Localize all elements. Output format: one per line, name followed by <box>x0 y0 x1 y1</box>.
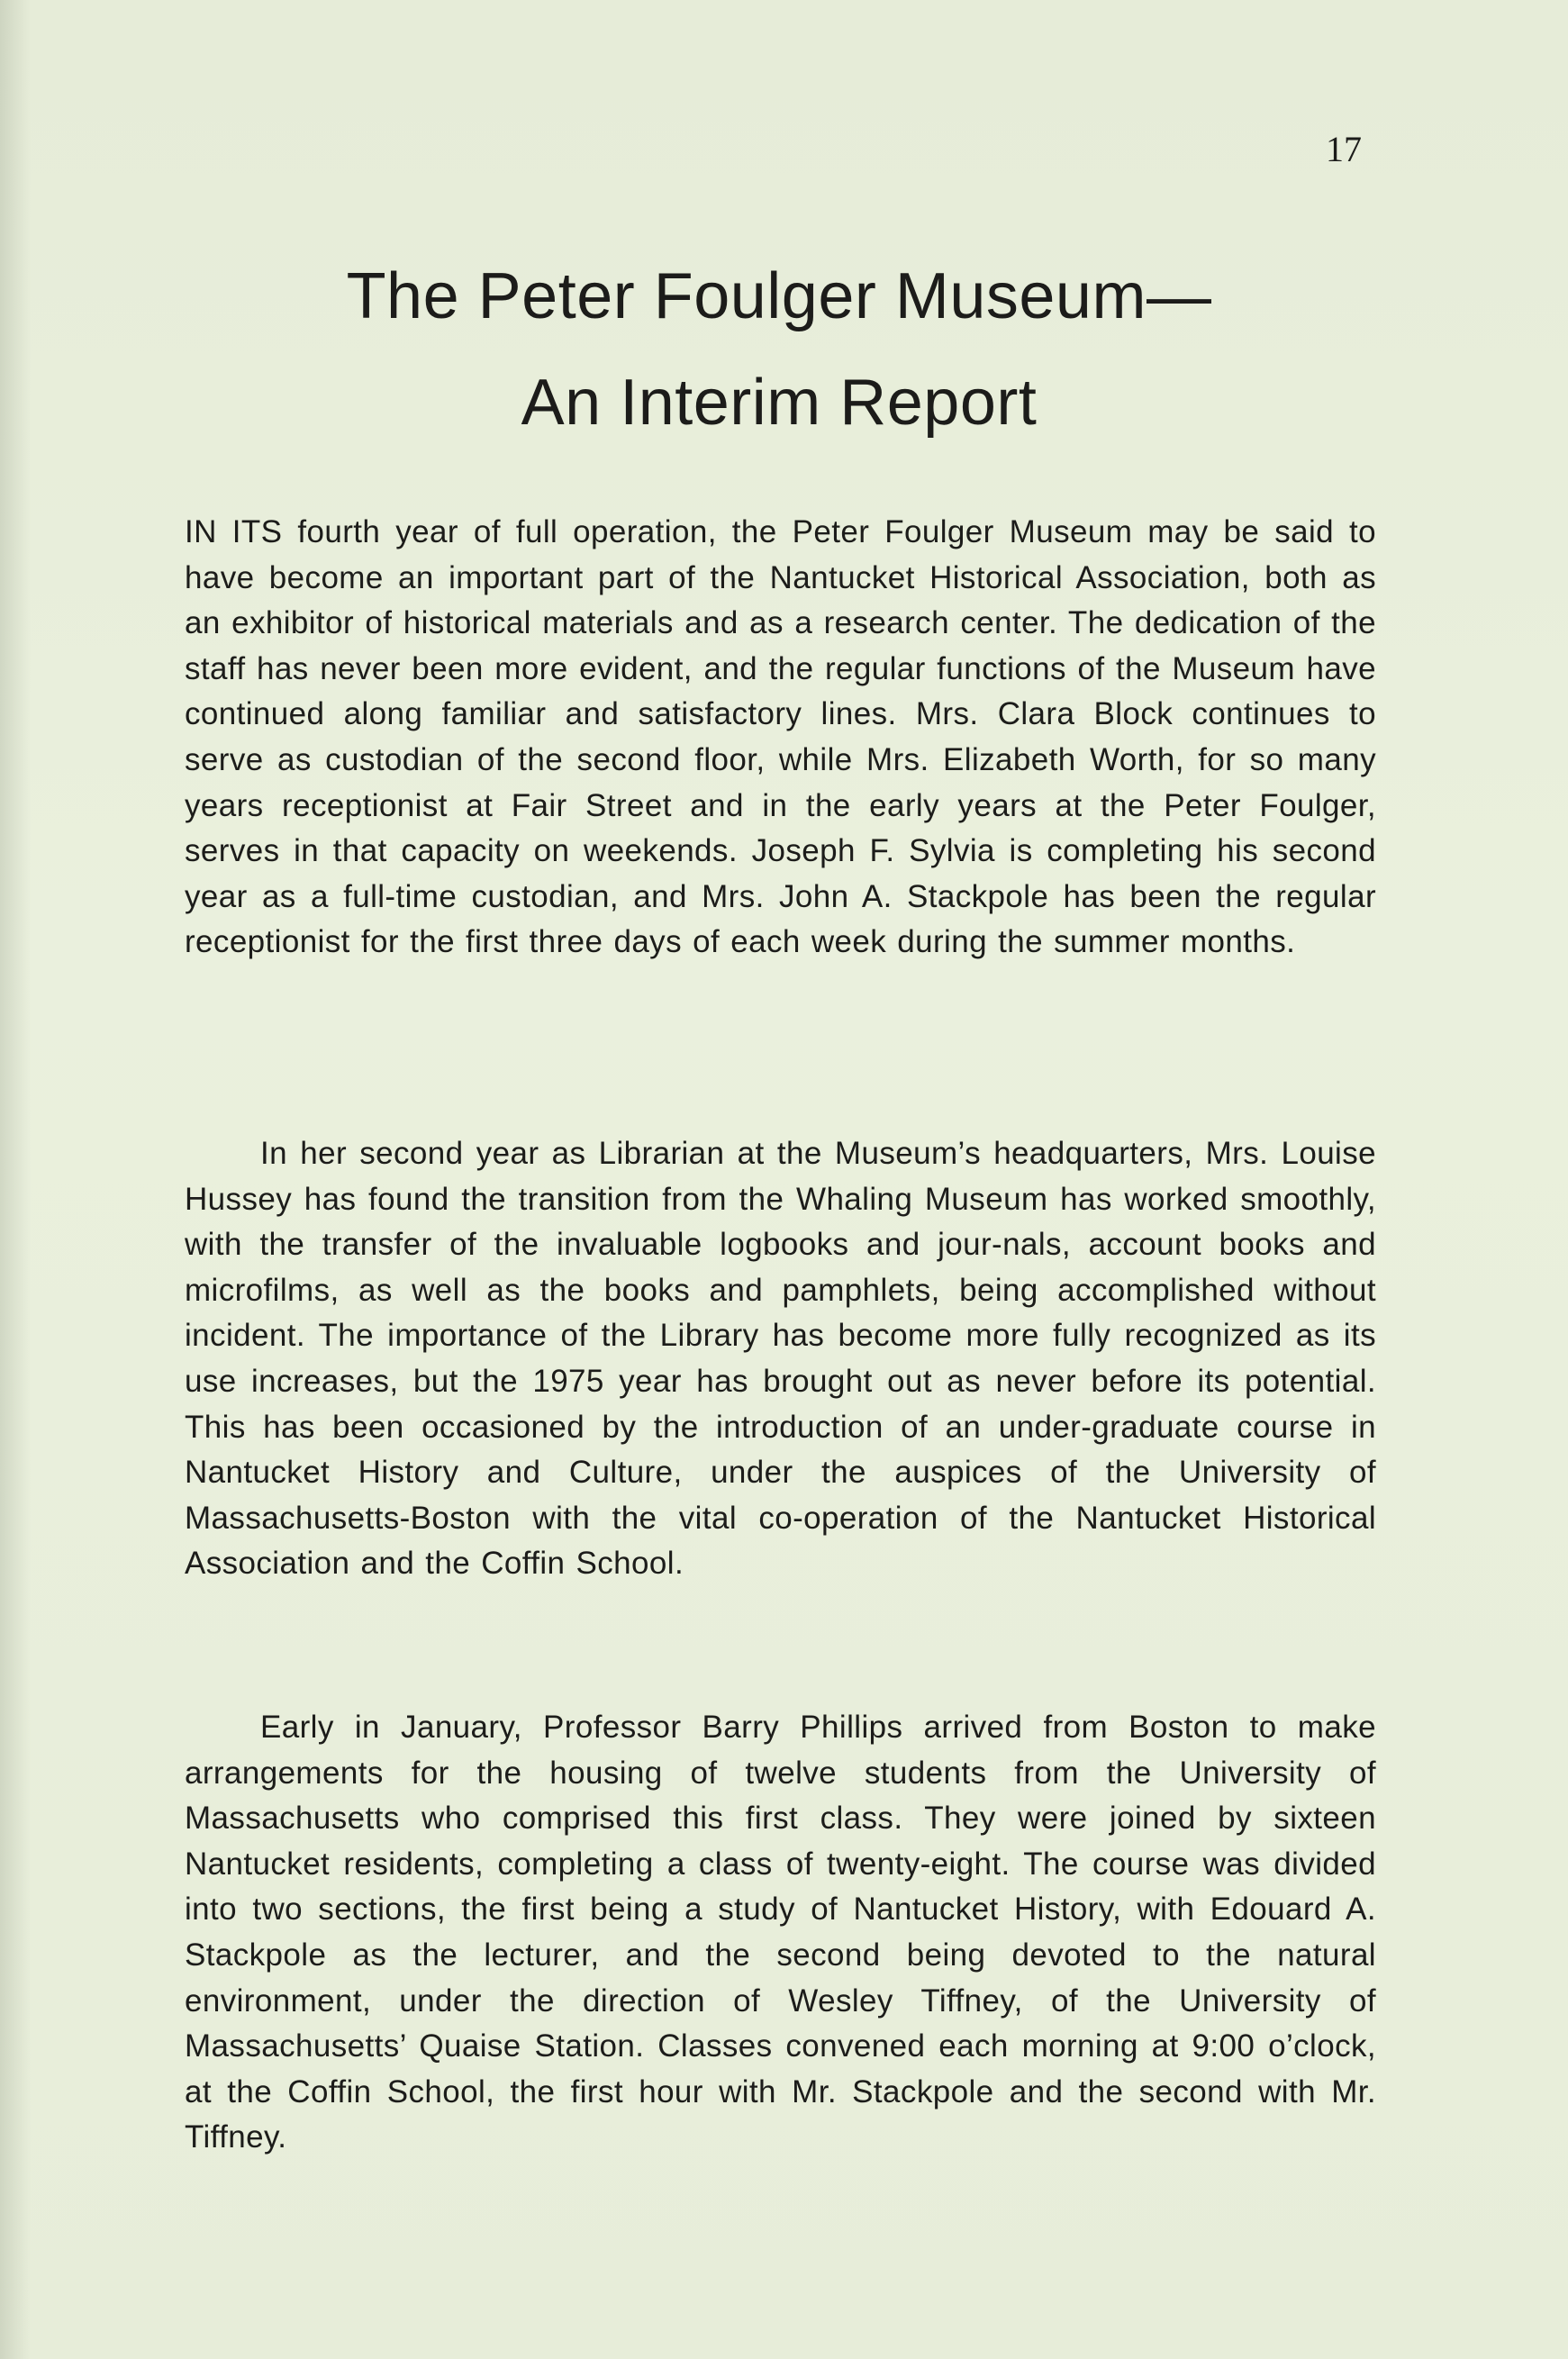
article-title <box>185 243 1373 456</box>
page-gutter-shadow <box>0 0 31 2359</box>
article-title-line-2: An Interim Report <box>521 367 1038 439</box>
paragraph-1: IN ITS fourth year of full operation, the Peter Foulger Museum may be said to have become an important part of the Nantucket Historical Association, both as an exhibitor of historical materials and as a research center. The dedication of the staff has never been more evident, and the regular functions of the Museum have continued along familiar and satisfactory lines. Mrs. Clara Block continues to serve as custodian of the second floor, while Mrs. Elizabeth Worth, for so many years receptionist at Fair Street and in the early years at the Peter Foulger, serves in that capacity on weekends. Joseph F. Sylvia is completing his second year as a full-time custodian, and Mrs. John A. Stackpole has been the regular receptionist for the first three days of each week during the summer months. <box>185 514 1376 960</box>
page-number: 17 <box>1326 129 1362 169</box>
paragraph-2: In her second year as Librarian at the Museum’s headquarters, Mrs. Louise Hussey has found the transition from the Whaling Museum has worked smoothly, with the transfer of the invaluable logbooks and jour-nals, account books and microfilms, as well as the books and pamphlets, being accomplished without incident. The importance of the Library has become more fully recognized as its use increases, but the 1975 year has brought out as never before its potential. This has been occasioned by the introduction of an under-graduate course in Nantucket History and Culture, under the auspices of the University of Massachusetts-Boston with the vital co-operation of the Nantucket Historical Association and the Coffin School. <box>185 1136 1376 1582</box>
article-title-line-1: The Peter Foulger Museum— <box>346 260 1212 332</box>
paragraph-3: Early in January, Professor Barry Phillips arrived from Boston to make arrangements for the housing of twelve students from the University of Massachusetts who comprised this first class. They were joined by sixteen Nantucket residents, completing a class of twenty-eight. The course was divided into two sections, the first being a study of Nantucket History, with Edouard A. Stackpole as the lecturer, and the second being devoted to the natural environment, under the direction of Wesley Tiffney, of the University of Massachusetts’ Quaise Station. Classes convened each morning at 9:00 o’clock, at the Coffin School, the first hour with Mr. Stackpole and the second with Mr. Tiffney. <box>185 1710 1376 2155</box>
